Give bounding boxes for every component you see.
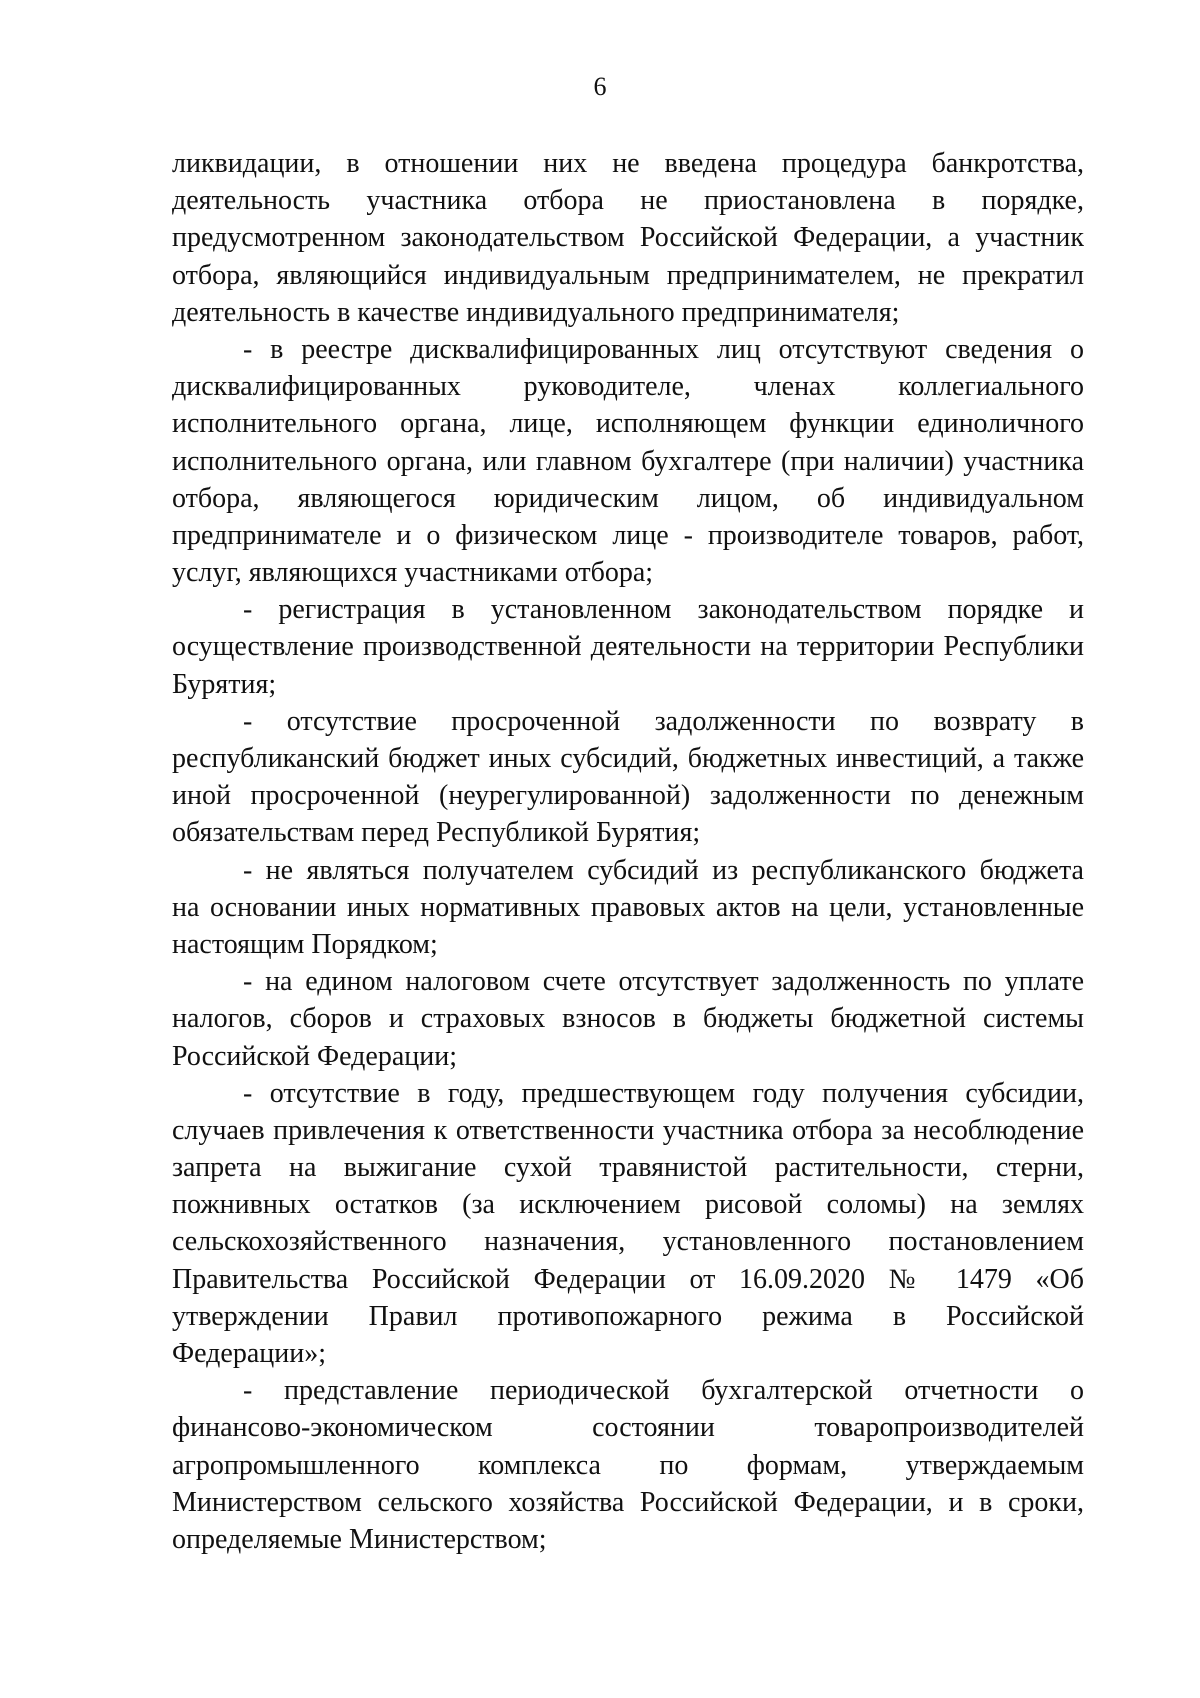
text-line: запрета на выжигание сухой травянистой растительности, стерни, [172,1152,1084,1184]
text-line: - на едином налоговом счете отсутствует задолженность по уплате [243,966,1084,998]
text-line: определяемые Министерством; [172,1523,547,1555]
page-number: 6 [593,72,607,101]
text-line: исполнительного органа, лице, исполняющем функции единоличного [172,408,1084,440]
text-line: осуществление производственной деятельности на территории Республики [172,631,1084,663]
paragraph [172,852,1084,964]
text-line: утверждении Правил противопожарного режима в Российской [172,1300,1084,1332]
text-line: Правительства Российской Федерации от 16.09.2020 № 1479 «Об [172,1263,1084,1295]
text-line: - регистрация в установленном законодательством порядке и [243,594,1084,626]
paragraph [172,703,1084,852]
text-line: Бурятия; [172,668,277,700]
text-line: республиканский бюджет иных субсидий, бюджетных инвестиций, а также [172,743,1084,774]
text-line: услуг, являющихся участниками отбора; [172,557,654,589]
text-line: сельскохозяйственного назначения, установленного постановлением [172,1226,1084,1258]
paragraph [172,1075,1084,1373]
text-line: деятельность в качестве индивидуального предпринимателя; [172,296,900,328]
text-line: случаев привлечения к ответственности участника отбора за несоблюдение [172,1114,1084,1146]
paragraph [172,145,1084,331]
text-line: налогов, сборов и страховых взносов в бюджеты бюджетной системы [172,1003,1084,1035]
text-line: отбора, являющийся индивидуальным предпринимателем, не прекратил [172,259,1084,291]
text-line: иной просроченной (неурегулированной) задолженности по денежным [172,780,1084,812]
text-line: предусмотренном законодательством Российской Федерации, а участник [172,222,1084,254]
paragraph [172,331,1084,591]
text-line: обязательствам перед Республикой Бурятия; [172,817,701,849]
text-line: - отсутствие в году, предшествующем году получения субсидии, [243,1077,1084,1109]
paragraph [172,1372,1084,1558]
text-line: Министерством сельского хозяйства Российской Федерации, и в сроки, [172,1486,1084,1518]
paragraph [172,963,1084,1075]
text-line: на основании иных нормативных правовых актов на цели, установленные [172,891,1084,923]
text-line: исполнительного органа, или главном бухгалтере (при наличии) участника [172,445,1084,477]
text-line: финансово-экономическом состоянии товаропроизводителей [172,1412,1084,1444]
text-line: ликвидации, в отношении них не введена процедура банкротства, [172,148,1084,179]
text-line: - не являться получателем субсидий из республиканского бюджета [243,854,1084,886]
paragraph [172,591,1084,703]
document-body [172,145,1084,1558]
text-line: настоящим Порядком; [172,928,438,960]
text-line: Российской Федерации; [172,1040,458,1072]
text-line: Федерации»; [172,1338,327,1369]
text-line: агропромышленного комплекса по формам, утверждаемым [172,1449,1084,1481]
text-line: - представление периодической бухгалтерской отчетности о [243,1375,1084,1407]
text-line: отбора, являющегося юридическим лицом, об индивидуальном [172,482,1084,514]
text-line: пожнивных остатков (за исключением рисовой соломы) на землях [172,1189,1084,1221]
text-line: - отсутствие просроченной задолженности по возврату в [243,705,1084,737]
text-line: - в реестре дисквалифицированных лиц отсутствуют сведения о [243,333,1084,365]
text-line: дисквалифицированных руководителе, членах коллегиального [172,371,1084,403]
text-line: предпринимателе и о физическом лице - производителе товаров, работ, [172,519,1084,551]
text-line: деятельность участника отбора не приостановлена в порядке, [172,185,1084,217]
